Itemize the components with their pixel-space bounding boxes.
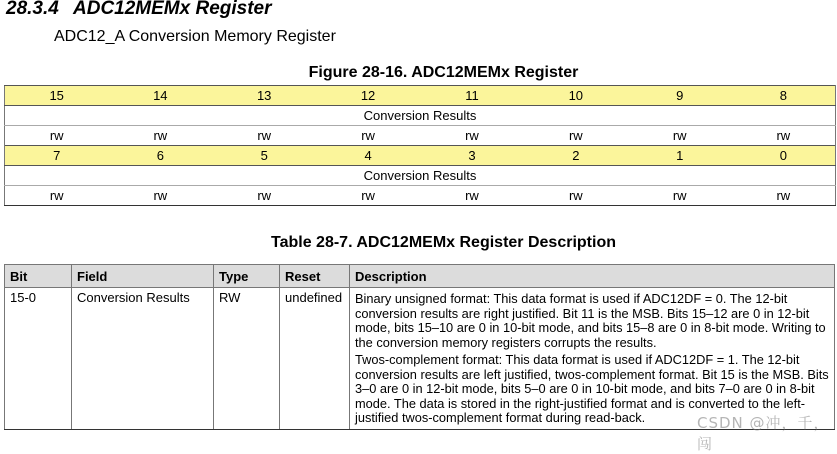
- bit-number: 6: [108, 146, 212, 166]
- column-header-bit: Bit: [5, 265, 72, 288]
- section-subtitle: ADC12_A Conversion Memory Register: [54, 28, 336, 45]
- table-header-row: [5, 265, 835, 288]
- access-type: rw: [257, 128, 272, 143]
- bit-number: 5: [212, 146, 316, 166]
- column-header-reset: Reset: [280, 265, 350, 288]
- access-type: rw: [465, 128, 479, 143]
- access-type: rw: [212, 186, 316, 206]
- cell-description: [350, 288, 835, 430]
- section-heading: [6, 0, 272, 20]
- bit-number: 14: [108, 86, 212, 106]
- bit-number: 0: [732, 146, 836, 166]
- table-caption: Table 28-7. ADC12MEMx Register Description: [271, 234, 616, 251]
- bit-number: 3: [420, 146, 524, 166]
- bit-number: 4: [316, 146, 420, 166]
- access-type: rw: [568, 128, 583, 143]
- access-type: rw: [108, 186, 212, 206]
- access-type: rw: [732, 186, 836, 206]
- description-binary-unsigned: Binary unsigned format: This data format is used if ADC12DF = 0. The 12-bit conversion results are right justified. Bit 11 is the MSB. Bits 15–12 are 0 in 12-bit mode, bits 15–10 are 0 in 10-bit mode, and bits 15–8 are 0 in 8-bit mode. Writing to the conversion memory registers corrupts the results.: [355, 291, 826, 350]
- register-description-table: [4, 264, 835, 430]
- cell-reset: undefined: [280, 288, 350, 430]
- cell-bit: 15-0: [5, 288, 72, 430]
- column-header-field: Field: [72, 265, 214, 288]
- bit-number: 10: [524, 86, 628, 106]
- section-title: ADC12MEMx Register: [73, 0, 272, 19]
- access-type: rw: [420, 186, 524, 206]
- access-type: rw: [628, 186, 732, 206]
- bit-number: 12: [316, 86, 420, 106]
- register-bit-diagram: [4, 85, 836, 206]
- access-type: rw: [316, 186, 420, 206]
- bit-number: 9: [628, 86, 732, 106]
- cell-field: Conversion Results: [72, 288, 214, 430]
- bit-number: 11: [420, 86, 524, 106]
- access-row-lower: [5, 186, 836, 206]
- field-row-lower: [5, 166, 836, 186]
- bit-number-row-lower: [5, 146, 836, 166]
- watermark: CSDN @冲，千，闯: [697, 414, 830, 453]
- table-row: [5, 288, 835, 430]
- bit-number-row-upper: [5, 86, 836, 106]
- access-type: rw: [524, 186, 628, 206]
- bit-number: 13: [212, 86, 316, 106]
- figure-caption: Figure 28-16. ADC12MEMx Register: [308, 64, 579, 81]
- bit-number: 7: [5, 146, 109, 166]
- field-row-upper: [5, 106, 836, 126]
- access-type: rw: [5, 186, 109, 206]
- bit-number: 1: [628, 146, 732, 166]
- access-type: rw: [672, 128, 687, 143]
- access-type: rw: [361, 128, 375, 143]
- column-header-type: Type: [214, 265, 280, 288]
- section-number: 28.3.4: [6, 0, 59, 19]
- access-row-upper: [5, 126, 836, 146]
- bit-number: 8: [732, 86, 836, 106]
- field-name: Conversion Results: [5, 166, 836, 186]
- bit-number: 2: [524, 146, 628, 166]
- description-twos-complement: Twos-complement format: This data format is used if ADC12DF = 1. The 12-bit conversion results are left justified, twos-complement format. Bit 15 is the MSB. Bits 3–0 are 0 in 12-bit mode, bits 5–0 are 0 in 10-bit mode, and bits 7–0 are 0 in 8-bit mode. The data is stored in the right-justified format and is converted to the left-justified twos-complement format during read-back.: [355, 352, 829, 425]
- access-type: rw: [5, 126, 109, 146]
- bit-number: 15: [5, 86, 109, 106]
- field-name: Conversion Results: [5, 106, 836, 126]
- cell-type: RW: [214, 288, 280, 430]
- access-type: rw: [153, 128, 168, 143]
- access-type: rw: [732, 126, 836, 146]
- column-header-description: Description: [350, 265, 835, 288]
